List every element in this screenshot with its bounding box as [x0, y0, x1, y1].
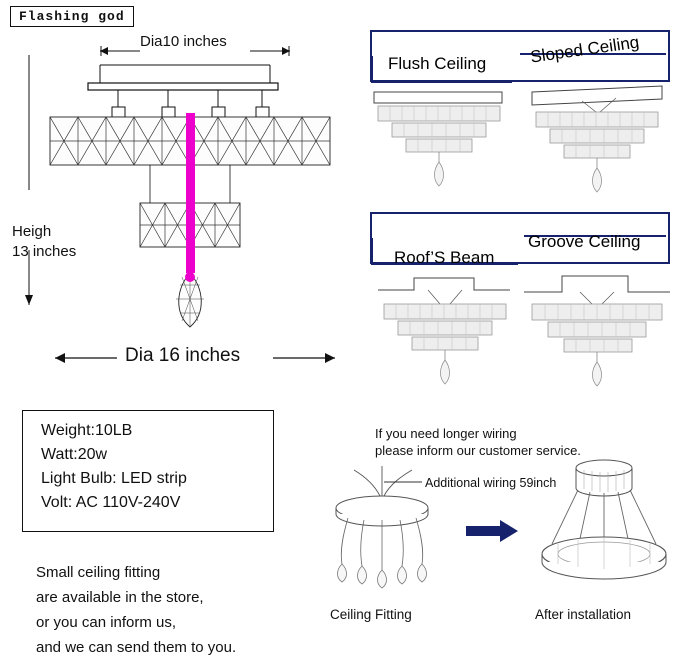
height-dimension-arrow	[22, 55, 36, 305]
bottom-dimension-arrow	[55, 352, 335, 364]
ceiling-fitting-note	[36, 560, 236, 660]
wiring-note-line2: please inform our customer service.	[375, 443, 581, 458]
label-groove-ceiling: Groove Ceiling	[528, 232, 641, 251]
spec-bulb: Light Bulb: LED strip	[41, 470, 187, 487]
label-flush-ceiling: Flush Ceiling	[388, 54, 487, 73]
ceiling-fitting-illustration	[318, 460, 458, 600]
wiring-note-line1: If you need longer wiring	[375, 426, 517, 441]
chandelier-illustration	[40, 55, 340, 345]
additional-wiring-label: Additional wiring 59inch	[425, 476, 557, 490]
note-line3: or you can inform us,	[36, 614, 177, 631]
center-rod-highlight	[185, 113, 195, 282]
top-dimension-label: Dia10 inches	[140, 33, 227, 50]
height-label-line2: 13 inches	[12, 243, 77, 260]
roof-beam-fixture	[378, 276, 518, 391]
note-line2: are available in the store,	[36, 589, 204, 606]
brand-badge	[10, 6, 134, 27]
groove-ceiling-fixture	[524, 266, 674, 391]
note-line1: Small ceiling fitting	[36, 564, 161, 581]
label-roof-beam: Roof’S Beam	[394, 248, 495, 267]
height-label-line1: Heigh	[12, 223, 52, 240]
process-arrow-icon	[466, 520, 518, 542]
bottom-dimension-label: Dia 16 inches	[125, 345, 241, 366]
sloped-ceiling-fixture	[530, 86, 670, 196]
label-sloped-ceiling: Sloped Ceiling	[529, 32, 641, 67]
spec-volt: Volt: AC 110V-240V	[41, 494, 181, 511]
after-installation-label: After installation	[535, 607, 632, 622]
flush-ceiling-fixture	[372, 92, 512, 192]
spec-watt: Watt:20w	[41, 446, 108, 463]
note-line4: and we can send them to you.	[36, 639, 237, 656]
brand-name: Flashing god	[19, 9, 125, 24]
specifications-box	[22, 410, 274, 532]
ceiling-fitting-label: Ceiling Fitting	[330, 607, 412, 622]
after-installation-illustration	[528, 448, 678, 598]
spec-weight: Weight:10LB	[41, 422, 133, 439]
